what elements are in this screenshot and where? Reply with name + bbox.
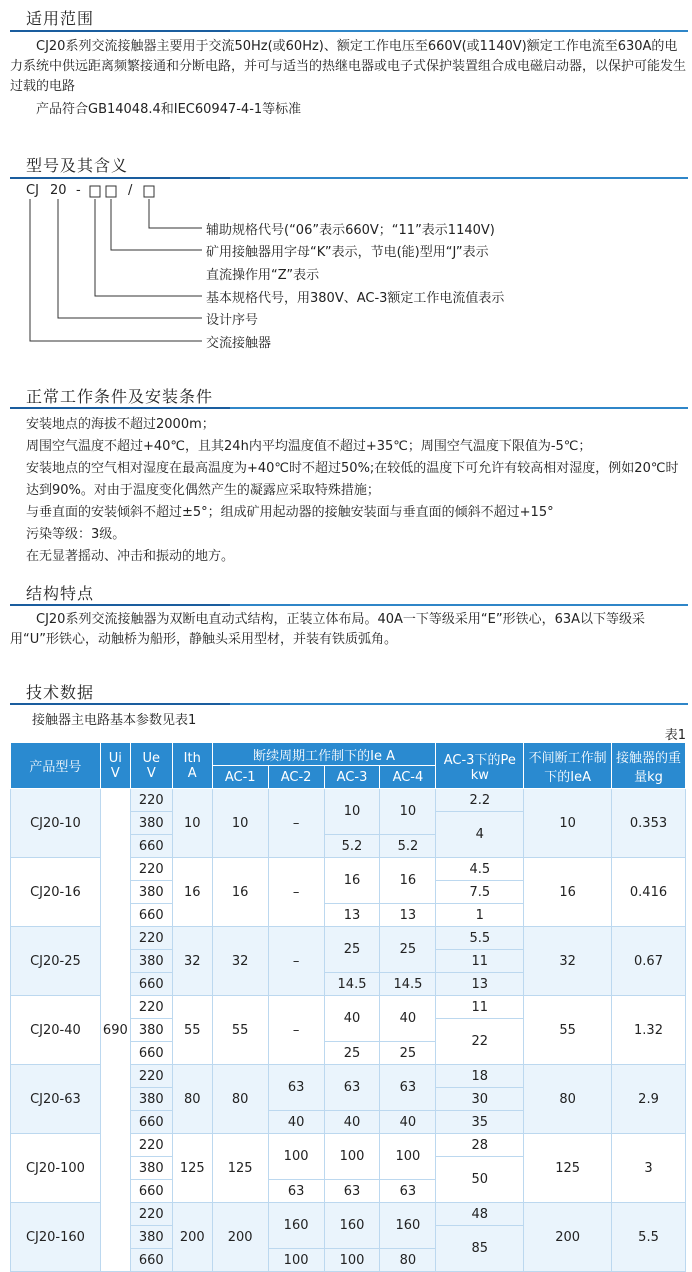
cell-ac4: 40 <box>380 1111 436 1134</box>
cell-pe: 2.2 <box>436 789 524 812</box>
header-ue: Ue V <box>130 743 172 789</box>
section-title-conditions: 正常工作条件及安装条件 <box>26 387 214 406</box>
cell-pe: 50 <box>436 1157 524 1203</box>
table-number: 表1 <box>664 728 686 743</box>
section-title-scope: 适用范围 <box>26 9 95 28</box>
section-title-model: 型号及其含义 <box>26 156 129 175</box>
cell-ac4: 80 <box>380 1249 436 1272</box>
cell-pe: 4.5 <box>436 858 524 881</box>
section-divider <box>10 407 688 409</box>
cell-ith: 200 <box>172 1203 212 1272</box>
cell-ac3: 63 <box>324 1180 380 1203</box>
model-line-1: 辅助规格代号(“06”表示660V；“11”表示1140V) <box>206 223 495 238</box>
cell-ue: 380 <box>130 950 172 973</box>
cell-pe: 28 <box>436 1134 524 1157</box>
cell-ac2: 63 <box>268 1180 324 1203</box>
cell-ue: 220 <box>130 996 172 1019</box>
cell-pe: 11 <box>436 950 524 973</box>
header-ac1: AC-1 <box>212 766 268 789</box>
cell-weight: 5.5 <box>612 1203 686 1272</box>
cell-ue: 220 <box>130 1065 172 1088</box>
cell-continuous: 80 <box>524 1065 612 1134</box>
header-ith: Ith A <box>172 743 212 789</box>
scope-paragraph-1: CJ20系列交流接触器主要用于交流50Hz(或60Hz)、额定工作电压至660V(或1140V)额定工作电流至630A的电力系统中供远距离频繁接通和分断电路，并可与适当的热继电器或电子式保护装置组合成电磁启动器，以保护可能发生过载的电路 <box>10 39 687 94</box>
cell-ue: 220 <box>130 1134 172 1157</box>
header-ac3: AC-3 <box>324 766 380 789</box>
condition-line: 周围空气温度不超过+40℃，且其24h内平均温度值不超过+35℃；周围空气温度下限值为-5℃； <box>26 439 592 454</box>
cell-ac1: 32 <box>212 927 268 996</box>
cell-pe: 35 <box>436 1111 524 1134</box>
table-row <box>11 789 686 812</box>
cell-ue: 220 <box>130 1203 172 1226</box>
cell-weight: 0.416 <box>612 858 686 927</box>
cell-model: CJ20-40 <box>11 996 101 1065</box>
cell-pe: 85 <box>436 1226 524 1272</box>
section-divider <box>10 703 688 705</box>
cell-ue: 220 <box>130 858 172 881</box>
section-title-tech: 技术数据 <box>26 683 95 702</box>
cell-pe: 1 <box>436 904 524 927</box>
cell-ac2: 160 <box>268 1203 324 1249</box>
header-ac4: AC-4 <box>380 766 436 789</box>
cell-ac4: 63 <box>380 1065 436 1111</box>
cell-ac2: – <box>268 789 324 858</box>
cell-ith: 55 <box>172 996 212 1065</box>
cell-ac3: 63 <box>324 1065 380 1111</box>
scope-paragraph-2: 产品符合GB14048.4和IEC60947-4-1等标准 <box>36 102 302 117</box>
cell-continuous: 10 <box>524 789 612 858</box>
cell-pe: 48 <box>436 1203 524 1226</box>
cell-ue: 380 <box>130 1019 172 1042</box>
model-code-20: 20 <box>50 183 67 198</box>
header-intermittent: 断续周期工作制下的Ie A <box>212 743 436 766</box>
cell-weight: 0.67 <box>612 927 686 996</box>
cell-ac3: 100 <box>324 1134 380 1180</box>
cell-ac3: 5.2 <box>324 835 380 858</box>
cell-continuous: 125 <box>524 1134 612 1203</box>
model-line-6: 交流接触器 <box>206 336 272 351</box>
cell-model: CJ20-10 <box>11 789 101 858</box>
header-ac2: AC-2 <box>268 766 324 789</box>
cell-ue: 660 <box>130 1249 172 1272</box>
cell-ith: 10 <box>172 789 212 858</box>
cell-ac3: 25 <box>324 927 380 973</box>
table-caption: 接触器主电路基本参数见表1 <box>32 713 197 728</box>
cell-ue: 220 <box>130 927 172 950</box>
condition-line: 安装地点的海拔不超过2000m； <box>26 417 215 432</box>
cell-pe: 18 <box>436 1065 524 1088</box>
cell-ac4: 5.2 <box>380 835 436 858</box>
model-code-dash: - <box>76 183 81 198</box>
cell-continuous: 16 <box>524 858 612 927</box>
cell-model: CJ20-100 <box>11 1134 101 1203</box>
cell-ac3: 160 <box>324 1203 380 1249</box>
condition-line: 安装地点的空气相对湿度在最高温度为+40℃时不超过50%;在较低的温度下可允许有较高相对湿度，例如20℃时达到90%。对由于温度变化偶然产生的凝露应采取特殊措施； <box>26 461 679 498</box>
cell-continuous: 55 <box>524 996 612 1065</box>
cell-ac2: 40 <box>268 1111 324 1134</box>
cell-model: CJ20-25 <box>11 927 101 996</box>
cell-ue: 220 <box>130 789 172 812</box>
header-weight: 接触器的重量kg <box>612 743 686 789</box>
cell-ac1: 125 <box>212 1134 268 1203</box>
cell-ac3: 25 <box>324 1042 380 1065</box>
structure-paragraph: CJ20系列交流接触器为双断电直动式结构，正装立体布局。40A一下等级采用“E”形铁心，63A以下等级采用“U”形铁心，动触桥为船形，静触头采用型材，并装有铁质弧角。 <box>10 612 646 647</box>
cell-ac4: 25 <box>380 1042 436 1065</box>
cell-pe: 30 <box>436 1088 524 1111</box>
cell-ac2: – <box>268 927 324 996</box>
cell-weight: 2.9 <box>612 1065 686 1134</box>
condition-line: 在无显著摇动、冲击和振动的地方。 <box>26 549 235 564</box>
cell-model: CJ20-63 <box>11 1065 101 1134</box>
cell-ac4: 25 <box>380 927 436 973</box>
cell-ue: 380 <box>130 812 172 835</box>
cell-ac4: 13 <box>380 904 436 927</box>
cell-ith: 125 <box>172 1134 212 1203</box>
cell-ue: 380 <box>130 1088 172 1111</box>
cell-ue: 660 <box>130 835 172 858</box>
cell-ac1: 55 <box>212 996 268 1065</box>
cell-ac1: 10 <box>212 789 268 858</box>
cell-ac4: 40 <box>380 996 436 1042</box>
header-pe: AC-3下的Pe kw <box>436 743 524 789</box>
cell-continuous: 200 <box>524 1203 612 1272</box>
cell-ac1: 16 <box>212 858 268 927</box>
model-line-5: 设计序号 <box>206 313 259 328</box>
cell-ac3: 13 <box>324 904 380 927</box>
cell-ui: 690 <box>100 789 130 1272</box>
section-divider <box>10 604 688 606</box>
cell-ac2: – <box>268 996 324 1065</box>
cell-ith: 80 <box>172 1065 212 1134</box>
cell-ac3: 40 <box>324 996 380 1042</box>
structure-text <box>10 610 686 650</box>
cell-ac3: 40 <box>324 1111 380 1134</box>
cell-ac4: 14.5 <box>380 973 436 996</box>
cell-ue: 380 <box>130 1157 172 1180</box>
cell-ue: 380 <box>130 1226 172 1249</box>
cell-ac2: 100 <box>268 1134 324 1180</box>
cell-ac4: 100 <box>380 1134 436 1180</box>
cell-ac4: 16 <box>380 858 436 904</box>
cell-ac2: 100 <box>268 1249 324 1272</box>
cell-ac2: 63 <box>268 1065 324 1111</box>
cell-pe: 4 <box>436 812 524 858</box>
cell-ac4: 160 <box>380 1203 436 1249</box>
condition-line: 污染等级：3级。 <box>26 527 126 542</box>
cell-pe: 13 <box>436 973 524 996</box>
conditions-text <box>10 414 686 568</box>
model-line-2: 矿用接触器用字母“K”表示，节电(能)型用“J”表示 <box>206 245 489 260</box>
cell-pe: 11 <box>436 996 524 1019</box>
condition-line: 与垂直面的安装倾斜不超过±5°；组成矿用起动器的接触安装面与垂直面的倾斜不超过+15° <box>26 505 554 520</box>
cell-weight: 3 <box>612 1134 686 1203</box>
cell-ac3: 14.5 <box>324 973 380 996</box>
cell-ith: 32 <box>172 927 212 996</box>
cell-ac4: 63 <box>380 1180 436 1203</box>
model-bracket-lines <box>0 0 692 360</box>
cell-ac2: – <box>268 858 324 927</box>
cell-ue: 660 <box>130 973 172 996</box>
table-body <box>11 789 686 1272</box>
cell-ac3: 100 <box>324 1249 380 1272</box>
cell-ac3: 16 <box>324 858 380 904</box>
cell-ue: 660 <box>130 1111 172 1134</box>
cell-pe: 22 <box>436 1019 524 1065</box>
header-continuous: 不间断工作制下的IeA <box>524 743 612 789</box>
cell-ac3: 10 <box>324 789 380 835</box>
model-code-cj: CJ <box>26 183 39 198</box>
cell-ue: 380 <box>130 881 172 904</box>
cell-ac1: 80 <box>212 1065 268 1134</box>
cell-pe: 5.5 <box>436 927 524 950</box>
model-line-3: 直流操作用“Z”表示 <box>206 268 320 283</box>
cell-weight: 0.353 <box>612 789 686 858</box>
cell-model: CJ20-16 <box>11 858 101 927</box>
cell-weight: 1.32 <box>612 996 686 1065</box>
cell-ue: 660 <box>130 904 172 927</box>
section-title-structure: 结构特点 <box>26 584 95 603</box>
model-code-slash: / <box>128 183 133 198</box>
cell-ue: 660 <box>130 1042 172 1065</box>
cell-pe: 7.5 <box>436 881 524 904</box>
cell-continuous: 32 <box>524 927 612 996</box>
model-line-4: 基本规格代号，用380V、AC-3额定工作电流值表示 <box>206 291 505 306</box>
header-model: 产品型号 <box>11 743 101 789</box>
cell-ac4: 10 <box>380 789 436 835</box>
cell-ue: 660 <box>130 1180 172 1203</box>
cell-ac1: 200 <box>212 1203 268 1272</box>
cell-ith: 16 <box>172 858 212 927</box>
header-ui: Ui V <box>100 743 130 789</box>
cell-model: CJ20-160 <box>11 1203 101 1272</box>
parameter-table <box>10 742 686 1272</box>
